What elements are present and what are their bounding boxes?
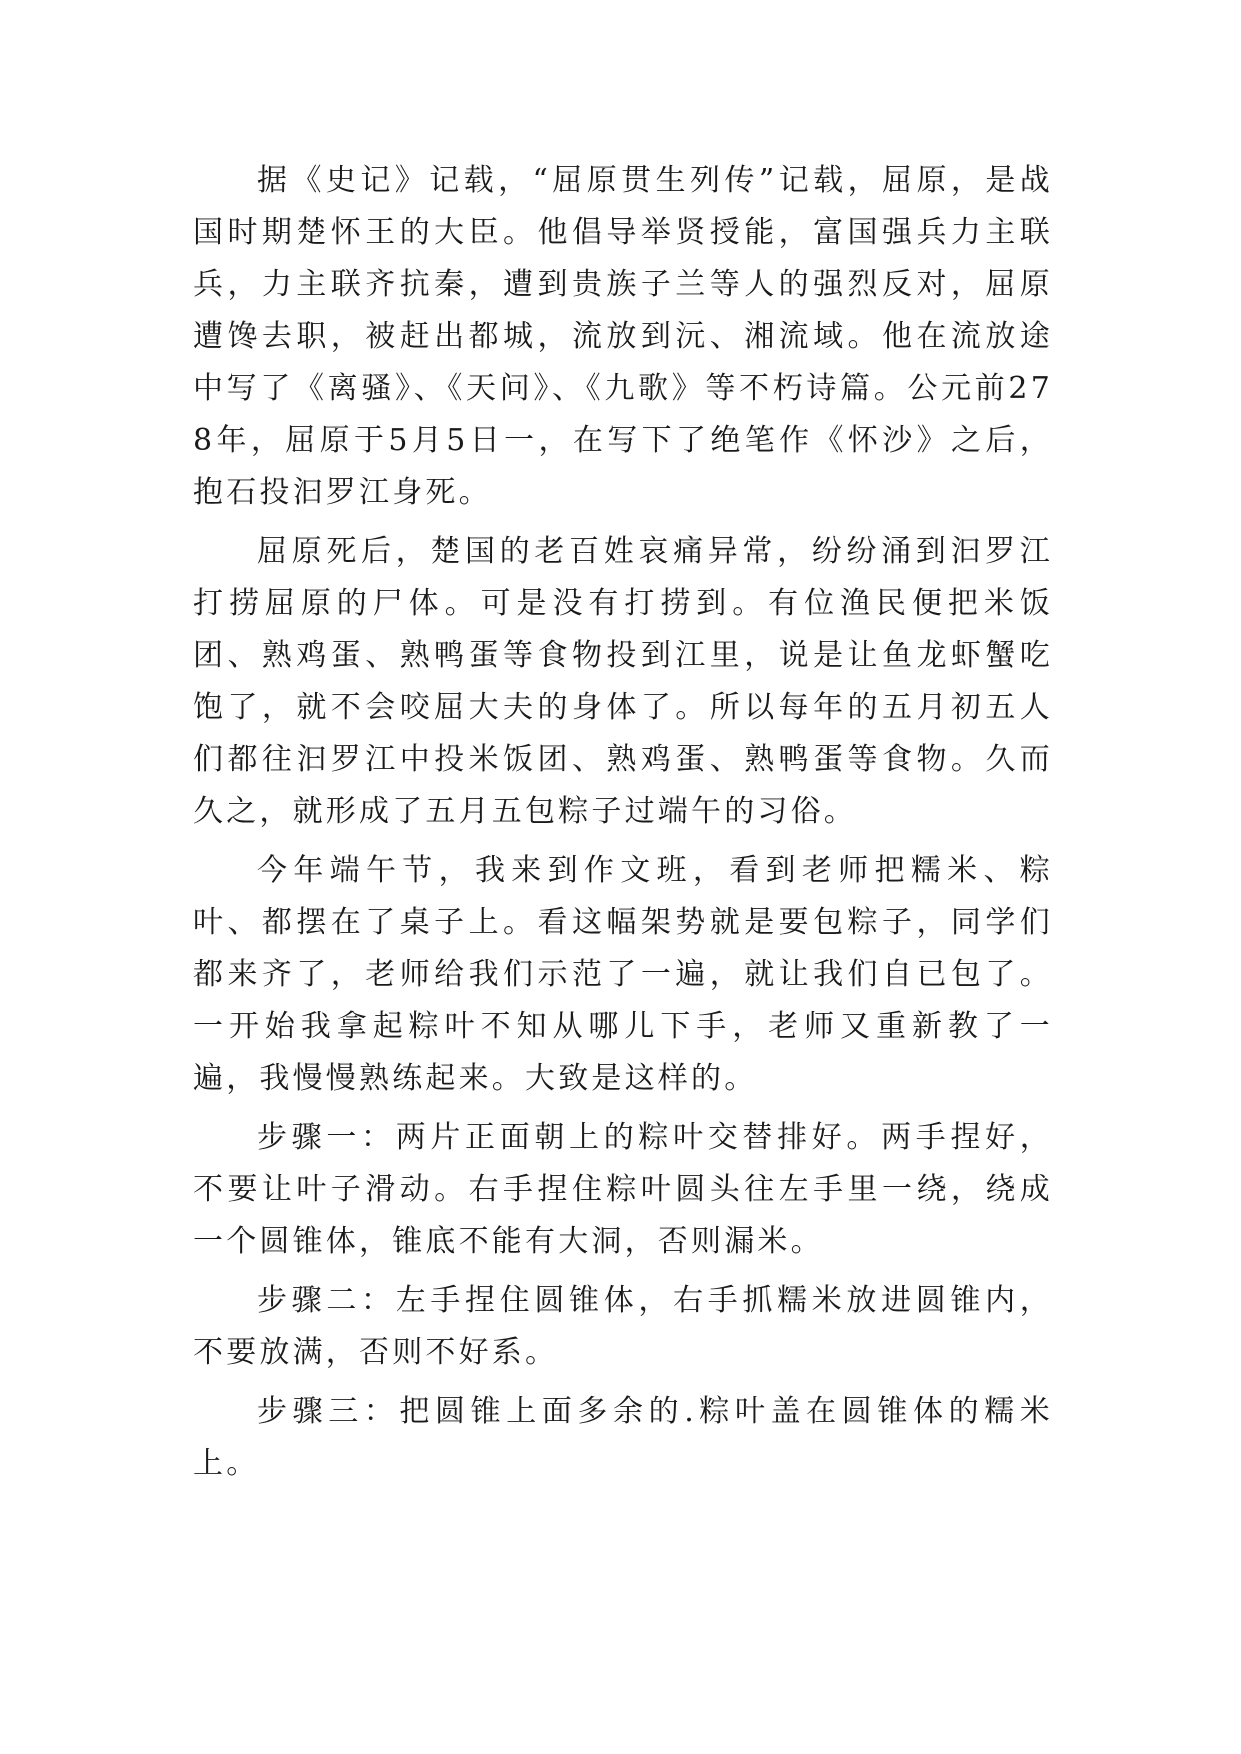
paragraph-class: 今年端午节，我来到作文班，看到老师把糯米、粽叶、都摆在了桌子上。看这幅架势就是要包粽子，同学们都来齐了，老师给我们示范了一遍，就让我们自已包了。一开始我拿起粽叶不知从哪儿下手，老师又重新教了一遍，我慢慢熟练起来。大致是这样的。 (193, 853, 1053, 1096)
paragraph-origin: 屈原死后，楚国的老百姓哀痛异常，纷纷涌到汩罗江打捞屈原的尸体。可是没有打捞到。有位渔民便把米饭团、熟鸡蛋、熟鸭蛋等食物投到江里，说是让鱼龙虾蟹吃饱了，就不会咬屈大夫的身体了。所以每年的五月初五人们都往汩罗江中投米饭团、熟鸡蛋、熟鸭蛋等食物。久而久之，就形成了五月五包粽子过端午的习俗。 (193, 534, 1053, 829)
paragraph-step-one: 步骤一：两片正面朝上的粽叶交替排好。两手捏好，不要让叶子滑动。右手捏住粽叶圆头往左手里一绕，绕成一个圆锥体，锥底不能有大洞，否则漏米。 (193, 1120, 1053, 1259)
paragraph-step-two: 步骤二：左手捏住圆锥体，右手抓糯米放进圆锥内，不要放满，否则不好系。 (193, 1283, 1053, 1370)
document-body (193, 155, 1053, 1497)
paragraph-step-three: 步骤三：把圆锥上面多余的.粽叶盖在圆锥体的糯米上。 (193, 1394, 1053, 1481)
paragraph-history: 据《史记》记载，“屈原贯生列传”记载，屈原，是战国时期楚怀王的大臣。他倡导举贤授能，富国强兵力主联兵，力主联齐抗秦，遭到贵族子兰等人的强烈反对，屈原遭馋去职，被赶出都城，流放到沅、湘流域。他在流放途中写了《离骚》、《天问》、《九歌》等不朽诗篇。公元前278年，屈原于5月5日一，在写下了绝笔作《怀沙》之后，抱石投汩罗江身死。 (193, 163, 1053, 510)
